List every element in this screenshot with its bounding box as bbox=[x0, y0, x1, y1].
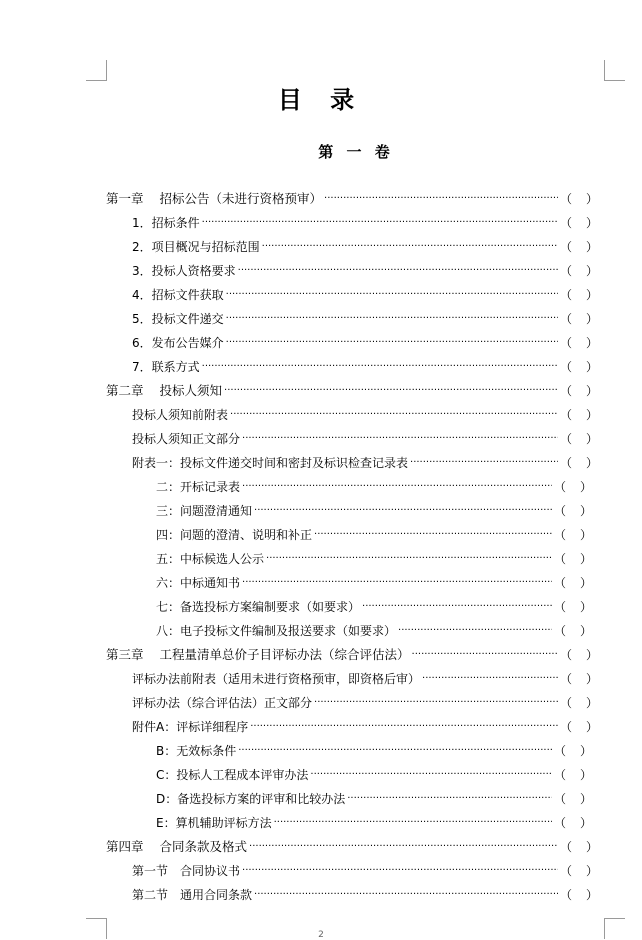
toc-entry[interactable] bbox=[156, 523, 592, 547]
page-ref-placeholder: （ ） bbox=[554, 528, 592, 542]
dot-leader bbox=[250, 715, 558, 739]
toc-entry-title bbox=[106, 643, 410, 667]
dot-leader bbox=[242, 571, 552, 595]
toc-entry-title: 第一节 合同协议书 bbox=[132, 864, 241, 878]
dot-leader bbox=[274, 811, 552, 835]
toc-chapter-title: 投标人须知 bbox=[159, 383, 223, 398]
dot-leader bbox=[242, 475, 552, 499]
toc-entry[interactable] bbox=[156, 547, 592, 571]
dot-leader bbox=[238, 259, 558, 283]
toc-entry[interactable] bbox=[132, 715, 598, 739]
dot-leader bbox=[347, 787, 552, 811]
toc-entry-title: E：算机辅助评标方法 bbox=[156, 816, 272, 830]
toc-entry[interactable] bbox=[106, 835, 598, 859]
toc-entry[interactable] bbox=[156, 739, 592, 763]
toc-entry-title: 2．项目概况与招标范围 bbox=[132, 240, 260, 254]
dot-leader bbox=[422, 667, 558, 691]
dot-leader bbox=[410, 451, 558, 475]
toc-entry[interactable] bbox=[156, 571, 592, 595]
toc-entry[interactable] bbox=[132, 211, 598, 235]
page-ref-placeholder: （ ） bbox=[560, 864, 598, 878]
page-ref-placeholder: （ ） bbox=[554, 480, 592, 494]
dot-leader bbox=[202, 211, 558, 235]
toc-entry-title: 评标办法前附表（适用未进行资格预审，即资格后审） bbox=[132, 672, 421, 686]
page-ref-placeholder: （ ） bbox=[560, 432, 598, 446]
toc-entry-title: B：无效标条件 bbox=[156, 744, 237, 758]
page-ref-placeholder: （ ） bbox=[554, 600, 592, 614]
toc-entry-title: 7．联系方式 bbox=[132, 360, 200, 374]
toc-entry[interactable] bbox=[132, 355, 598, 379]
dot-leader bbox=[242, 427, 558, 451]
toc-entry-title: D：备选投标方案的评审和比较办法 bbox=[156, 792, 346, 806]
page-ref-placeholder: （ ） bbox=[560, 288, 598, 302]
toc-entry-title: 4．招标文件获取 bbox=[132, 288, 224, 302]
dot-leader bbox=[254, 499, 552, 523]
toc-entry-title bbox=[106, 187, 322, 211]
crop-mark-top-right bbox=[604, 60, 625, 81]
page-ref-placeholder: （ ） bbox=[554, 768, 592, 782]
toc-entry[interactable] bbox=[106, 187, 598, 211]
dot-leader bbox=[412, 643, 558, 667]
dot-leader bbox=[324, 187, 558, 211]
toc-entry-title: 第二节 通用合同条款 bbox=[132, 888, 253, 902]
toc-chapter-number: 第三章 bbox=[106, 647, 144, 662]
dot-leader bbox=[249, 835, 558, 859]
dot-leader bbox=[242, 859, 558, 883]
toc-entry-title: 评标办法（综合评估法）正文部分 bbox=[132, 696, 313, 710]
page-ref-placeholder: （ ） bbox=[560, 696, 598, 710]
page-ref-placeholder: （ ） bbox=[560, 720, 598, 734]
toc-entry[interactable] bbox=[132, 331, 598, 355]
volume-heading: 第 一 卷 bbox=[318, 143, 394, 161]
toc-entry[interactable] bbox=[132, 859, 598, 883]
toc-entry[interactable] bbox=[132, 667, 598, 691]
page-ref-placeholder: （ ） bbox=[560, 264, 598, 278]
toc-entry-title: 投标人须知前附表 bbox=[132, 408, 229, 422]
page-ref-placeholder: （ ） bbox=[560, 672, 598, 686]
toc-chapter-number: 第二章 bbox=[106, 383, 144, 398]
toc-entry[interactable] bbox=[132, 451, 598, 475]
toc-entry[interactable] bbox=[156, 499, 592, 523]
toc-entry-title: 三：问题澄清通知 bbox=[156, 504, 253, 518]
page-ref-placeholder: （ ） bbox=[554, 576, 592, 590]
toc-entry-title bbox=[106, 835, 247, 859]
page-title: 目 录 bbox=[277, 86, 365, 114]
toc-entry-title: 五：中标候选人公示 bbox=[156, 552, 265, 566]
dot-leader bbox=[224, 379, 558, 403]
toc-chapter-title: 工程量清单总价子目评标办法（综合评估法） bbox=[159, 647, 410, 662]
dot-leader bbox=[238, 739, 552, 763]
dot-leader bbox=[226, 283, 558, 307]
dot-leader bbox=[362, 595, 552, 619]
toc-entry[interactable] bbox=[132, 691, 598, 715]
dot-leader bbox=[202, 355, 558, 379]
page-ref-placeholder: （ ） bbox=[560, 888, 598, 902]
dot-leader bbox=[254, 883, 558, 907]
page-ref-placeholder: （ ） bbox=[560, 840, 598, 854]
toc-entry[interactable] bbox=[132, 259, 598, 283]
toc-entry-title: 6．发布公告媒介 bbox=[132, 336, 224, 350]
toc-entry[interactable] bbox=[156, 595, 592, 619]
toc-entry-title: 1．招标条件 bbox=[132, 216, 200, 230]
toc-entry[interactable] bbox=[106, 379, 598, 403]
toc-entry[interactable] bbox=[156, 811, 592, 835]
toc-chapter-number: 第四章 bbox=[106, 839, 144, 854]
toc-entry-title: 七：备选投标方案编制要求（如要求） bbox=[156, 600, 361, 614]
toc-entry[interactable] bbox=[106, 643, 598, 667]
toc-entry-title: 八：电子投标文件编制及报送要求（如要求） bbox=[156, 624, 397, 638]
crop-mark-top-left bbox=[86, 60, 107, 81]
dot-leader bbox=[226, 307, 558, 331]
page-ref-placeholder: （ ） bbox=[554, 552, 592, 566]
toc-entry[interactable] bbox=[156, 475, 592, 499]
page-ref-placeholder: （ ） bbox=[560, 456, 598, 470]
toc-entry[interactable] bbox=[132, 283, 598, 307]
toc-entry-title: 二：开标记录表 bbox=[156, 480, 241, 494]
toc-chapter-title: 招标公告（未进行资格预审） bbox=[159, 191, 323, 206]
dot-leader bbox=[262, 235, 558, 259]
page-ref-placeholder: （ ） bbox=[554, 816, 592, 830]
toc-entry-title: 四：问题的澄清、说明和补正 bbox=[156, 528, 313, 542]
toc-entry-title: C：投标人工程成本评审办法 bbox=[156, 768, 309, 782]
toc-entry-title: 投标人须知正文部分 bbox=[132, 432, 241, 446]
page-ref-placeholder: （ ） bbox=[554, 792, 592, 806]
page-ref-placeholder: （ ） bbox=[560, 216, 598, 230]
dot-leader bbox=[226, 331, 558, 355]
page-ref-placeholder: （ ） bbox=[560, 360, 598, 374]
page-number: 2 bbox=[318, 930, 324, 940]
dot-leader bbox=[398, 619, 552, 643]
page-ref-placeholder: （ ） bbox=[560, 192, 598, 206]
toc-entry[interactable] bbox=[156, 763, 592, 787]
dot-leader bbox=[314, 523, 552, 547]
toc-entry[interactable] bbox=[132, 235, 598, 259]
page-ref-placeholder: （ ） bbox=[560, 336, 598, 350]
toc-entry-title: 附表一：投标文件递交时间和密封及标识检查记录表 bbox=[132, 456, 409, 470]
toc-entry-title: 5．投标文件递交 bbox=[132, 312, 224, 326]
toc-entry[interactable] bbox=[132, 427, 598, 451]
dot-leader bbox=[310, 763, 552, 787]
toc-entry[interactable] bbox=[156, 619, 592, 643]
toc-entry-title bbox=[106, 379, 222, 403]
page-ref-placeholder: （ ） bbox=[560, 312, 598, 326]
page-ref-placeholder: （ ） bbox=[554, 744, 592, 758]
page-ref-placeholder: （ ） bbox=[554, 624, 592, 638]
page-ref-placeholder: （ ） bbox=[560, 240, 598, 254]
dot-leader bbox=[314, 691, 558, 715]
page-ref-placeholder: （ ） bbox=[560, 648, 598, 662]
toc-entry-title: 六：中标通知书 bbox=[156, 576, 241, 590]
toc-chapter-title: 合同条款及格式 bbox=[159, 839, 248, 854]
dot-leader bbox=[230, 403, 558, 427]
toc-chapter-number: 第一章 bbox=[106, 191, 144, 206]
page-ref-placeholder: （ ） bbox=[560, 384, 598, 398]
toc-entry[interactable] bbox=[132, 403, 598, 427]
dot-leader bbox=[266, 547, 552, 571]
toc-entry[interactable] bbox=[156, 787, 592, 811]
toc-entry[interactable] bbox=[132, 307, 598, 331]
toc-entry-title: 3．投标人资格要求 bbox=[132, 264, 236, 278]
page-ref-placeholder: （ ） bbox=[560, 408, 598, 422]
page-ref-placeholder: （ ） bbox=[554, 504, 592, 518]
toc-entry[interactable] bbox=[132, 883, 598, 907]
toc-entry-title: 附件A：评标详细程序 bbox=[132, 720, 249, 734]
